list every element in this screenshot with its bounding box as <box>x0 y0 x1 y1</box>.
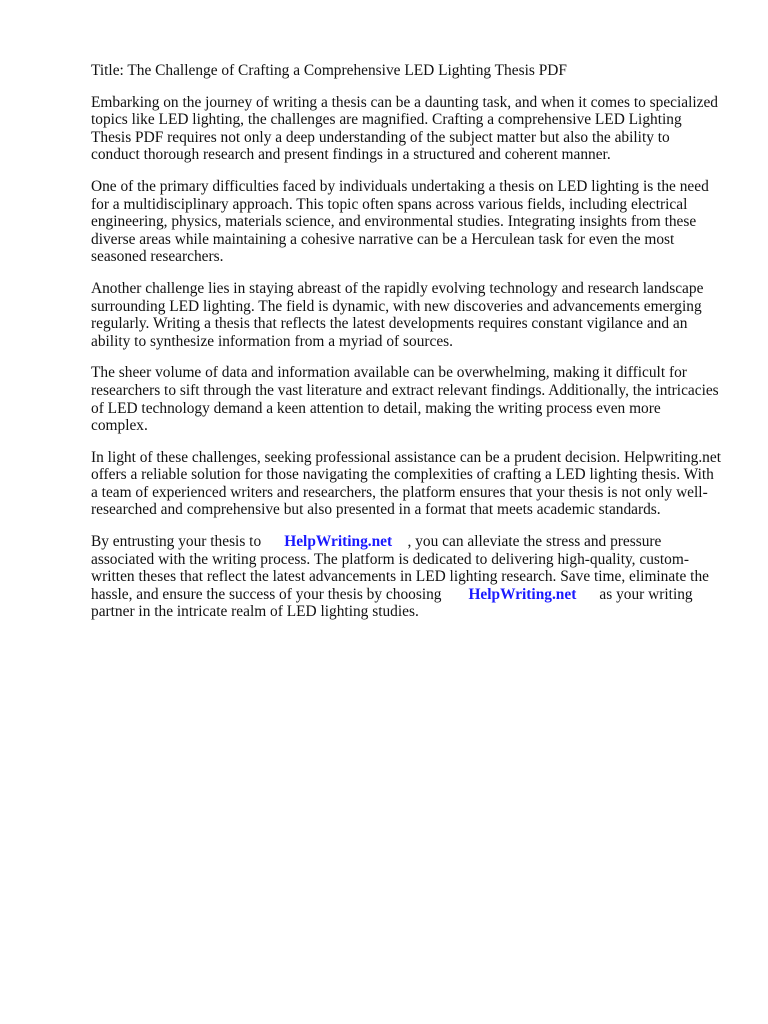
conclusion-text-3: as your writing partner in the intricate realm of LED lighting studies. <box>91 585 693 621</box>
conclusion-text-1: By entrusting your thesis to <box>91 533 262 551</box>
paragraph-conclusion <box>91 533 721 621</box>
document-page <box>91 62 721 635</box>
paragraph-data-volume: The sheer volume of data and information available can be overwhelming, making it difficult for researchers to sift through the vast literature and extract relevant findings. Additionally, the intricacies of LED technology demand a keen attention to detail, making the writing process even more complex. <box>91 364 719 435</box>
helpwriting-link-1[interactable]: HelpWriting.net <box>284 533 393 551</box>
helpwriting-link-2[interactable]: HelpWriting.net <box>468 585 577 603</box>
conclusion-text-2: , you can alleviate the stress and pressure associated with the writing process. The platform is dedicated to delivering high-quality, custom-written theses that reflect the latest advancements in LED lighting research. Save time, eliminate the hassle, and ensure the success of your thesis by choosing <box>91 533 709 603</box>
paragraph-intro: Embarking on the journey of writing a thesis can be a daunting task, and when it comes to specialized topics like LED lighting, the challenges are magnified. Crafting a comprehensive LED Lighting Thesis PDF requires not only a deep understanding of the subject matter but also the ability to conduct thorough research and present findings in a structured and coherent manner. <box>91 93 718 164</box>
document-title: Title: The Challenge of Crafting a Comprehensive LED Lighting Thesis PDF <box>91 62 567 79</box>
paragraph-multidisciplinary: One of the primary difficulties faced by individuals undertaking a thesis on LED lighting is the need for a multidisciplinary approach. This topic often spans across various fields, including electrical engineering, physics, materials science, and environmental studies. Integrating insights from these diverse areas while maintaining a cohesive narrative can be a Herculean task for even the most seasoned researchers. <box>91 177 709 266</box>
paragraph-professional-assistance: In light of these challenges, seeking professional assistance can be a prudent decision. Helpwriting.net offers a reliable solution for those navigating the complexities of crafting a LED lighting thesis. With a team of experienced writers and researchers, the platform ensures that your thesis is not only well-researched and comprehensive but also presented in a format that meets academic standards. <box>91 448 721 519</box>
paragraph-evolving-technology: Another challenge lies in staying abreast of the rapidly evolving technology and research landscape surrounding LED lighting. The field is dynamic, with new discoveries and advancements emerging regularly. Writing a thesis that reflects the latest developments requires constant vigilance and an ability to synthesize information from a myriad of sources. <box>91 279 704 350</box>
